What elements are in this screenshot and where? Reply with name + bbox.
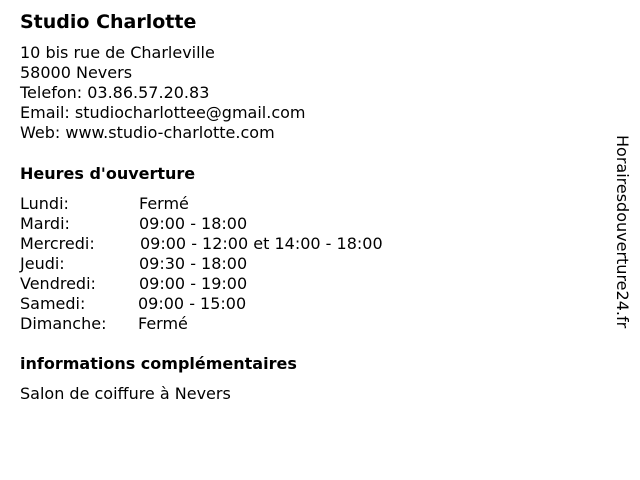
phone-number: Telefon: 03.86.57.20.83 — [20, 83, 210, 102]
site-watermark: Horairesdouverture24.fr — [613, 135, 632, 329]
additional-info-heading: informations complémentaires — [20, 354, 297, 373]
day-label: Mardi: — [20, 214, 70, 233]
hours-value: Fermé — [139, 194, 189, 213]
day-label: Dimanche: — [20, 314, 107, 333]
day-label: Mercredi: — [20, 234, 95, 253]
hours-value: 09:00 - 19:00 — [139, 274, 248, 293]
hours-value: 09:00 - 15:00 — [138, 294, 247, 313]
additional-info-text: Salon de coiffure à Nevers — [20, 384, 231, 403]
hours-value: 09:00 - 12:00 et 14:00 - 18:00 — [140, 234, 383, 253]
email-address: Email: studiocharlottee@gmail.com — [20, 103, 306, 122]
hours-value: 09:00 - 18:00 — [139, 214, 248, 233]
day-label: Jeudi: — [20, 254, 65, 273]
hours-value: 09:30 - 18:00 — [139, 254, 248, 273]
contact-block — [20, 43, 306, 143]
website-address: Web: www.studio-charlotte.com — [20, 123, 275, 142]
address-city: 58000 Nevers — [20, 63, 133, 82]
opening-hours-heading: Heures d'ouverture — [20, 164, 196, 183]
day-label: Samedi: — [20, 294, 86, 313]
hours-value: Fermé — [138, 314, 188, 333]
address-street: 10 bis rue de Charleville — [20, 43, 215, 62]
day-label: Lundi: — [20, 194, 69, 213]
day-label: Vendredi: — [20, 274, 96, 293]
business-name: Studio Charlotte — [20, 11, 197, 33]
